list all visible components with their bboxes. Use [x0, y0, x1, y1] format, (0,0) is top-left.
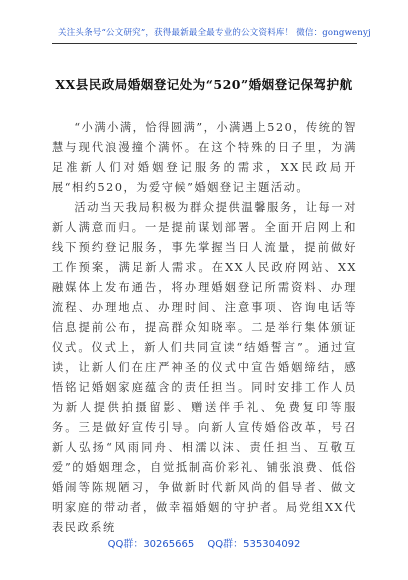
header-banner: 关注头条号“公文研究”，获得最新最全最专业的公文资料库！ 微信：gongwenyj [58, 28, 371, 38]
footer-qq-groups [0, 535, 408, 550]
paragraph-activities: 活动当天我局积极为群众提供温馨服务，让每一对新人满意而归。一是提前谋划部署。全面开启网上和线下预约登记服务，事先掌握当日人流量，提前做好工作预案，满足新人需求。在XX人民政府网站、XX融媒体上发布通告，将办理婚姻登记所需资料、办理流程、办理地点、办理时间、注意事项、咨询电话等信息提前公布，提高群众知晓率。二是举行集体颁证仪式。仪式上，新人们共同宣读“结婚誓言”。通过宣读，让新人们在庄严神圣的仪式中宣告婚姻缔结，感悟铭记婚姻家庭蕴含的责任担当。同时安排工作人员为新人提供拍摄留影、赠送伴手礼、免费复印等服务。三是做好宣传引导。向新人宣传婚俗改革，号召新人弘扬“风雨同舟、相濡以沫、责任担当、互敬互爱”的婚姻理念，自觉抵制高价彩礼、铺张浪费、低俗婚闹等陈规陋习，争做新时代新风尚的倡导者、做文明家庭的带动者，做幸福婚姻的守护者。局党组XX代表民政系统 [52, 201, 357, 534]
header-divider [52, 43, 357, 44]
footer-qq-group-1: QQ群：30265665 [107, 539, 195, 550]
document-body [52, 118, 357, 538]
paragraph-intro: “小满小满，恰得圆满”，小满遇上520，传统的智慧与现代浪漫撞个满怀。在这个特殊的日子里，为满足准新人们对婚姻登记服务的需求，XX民政局开展“相约520，为爱守候”婚姻登记主题活动。 [52, 121, 357, 194]
document-title: XX县民政局婚姻登记处为“520”婚姻登记保驾护航 [55, 77, 353, 92]
footer-qq-group-2: QQ群：535304092 [207, 539, 301, 550]
